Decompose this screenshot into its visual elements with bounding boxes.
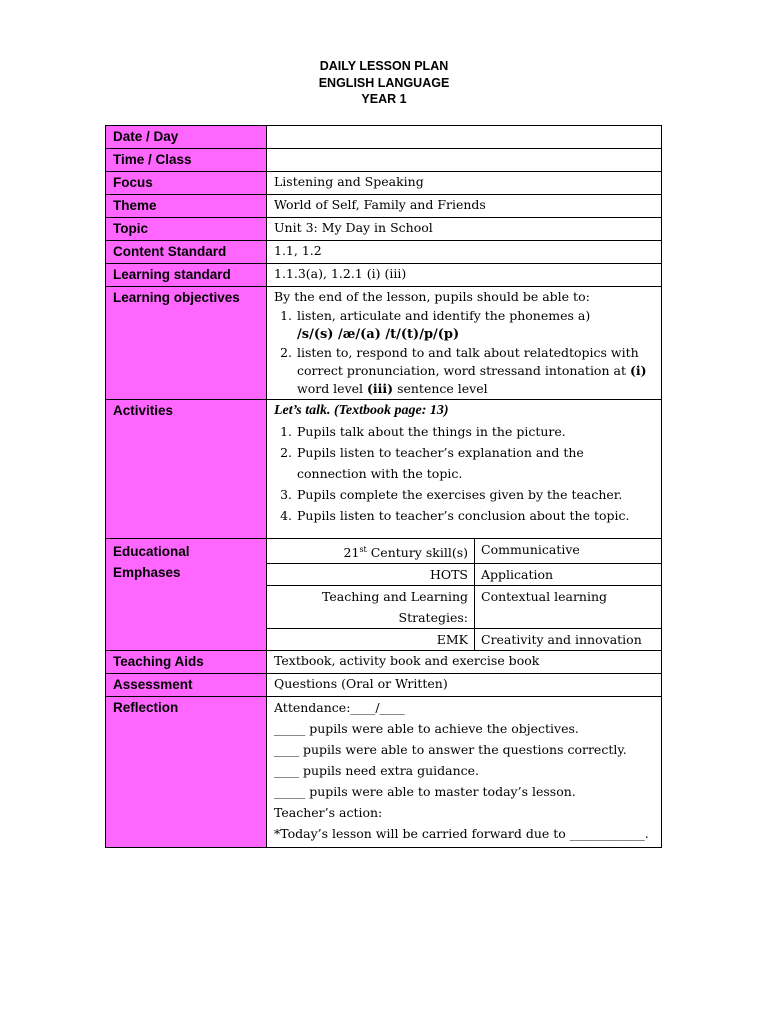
value-date-day (267, 126, 662, 149)
century-number: 21 (343, 545, 360, 561)
emphases-label-line-1: Educational (113, 544, 190, 559)
row-activities (106, 400, 662, 539)
objective-2-marker-i: (i) (629, 363, 647, 378)
hots-label: HOTS (267, 564, 475, 586)
teaching-learning-label: Teaching and Learning Strategies: (267, 586, 475, 629)
hots-value: Application (475, 564, 662, 586)
value-time-class (267, 149, 662, 172)
objectives-intro: By the end of the lesson, pupils should be able to: (274, 289, 590, 304)
row-time-class (106, 149, 662, 172)
label-focus: Focus (106, 172, 267, 195)
row-reflection (106, 697, 662, 848)
emphases-row-hots (267, 564, 661, 586)
century-ordinal: st (359, 545, 367, 554)
objective-1-phonemes: /s/(s) /æ/(a) /t/(t)/p/(p) (297, 327, 460, 342)
objective-item (296, 307, 655, 344)
reflection-line: Attendance:____/____ (274, 700, 405, 716)
label-activities: Activities (106, 400, 267, 539)
title-line-1: DAILY LESSON PLAN (319, 59, 449, 73)
label-time-class: Time / Class (106, 149, 267, 172)
row-assessment (106, 674, 662, 697)
objective-2-marker-iii: (iii) (367, 381, 394, 396)
label-topic: Topic (106, 218, 267, 241)
reflection-line: *Today’s lesson will be carried forward due to ____________. (274, 826, 649, 842)
label-learning-standard: Learning standard (106, 264, 267, 287)
reflection-line: ____ pupils need extra guidance. (274, 763, 480, 779)
activities-heading: Let’s talk. (Textbook page: 13) (274, 403, 449, 418)
row-teaching-aids (106, 651, 662, 674)
emphases-label-line-2: Emphases (113, 565, 181, 580)
title-line-2: ENGLISH LANGUAGE (318, 75, 450, 90)
value-topic: Unit 3: My Day in School (267, 218, 662, 241)
row-content-standard (106, 241, 662, 264)
reflection-line: ____ pupils were able to answer the questions correctly. (274, 742, 627, 758)
value-learning-objectives (267, 287, 662, 400)
label-theme: Theme (106, 195, 267, 218)
row-learning-standard (106, 264, 662, 287)
activities-list (274, 421, 655, 526)
label-learning-objectives: Learning objectives (106, 287, 267, 400)
objective-2-sentence-level: sentence level (393, 381, 488, 396)
objective-2-text: listen to, respond to and talk about relatedtopics with correct pronunciation, word stressand intonation at (297, 345, 639, 378)
value-focus: Listening and Speaking (267, 172, 662, 195)
century-skill-value: Communicative (475, 539, 662, 564)
row-theme (106, 195, 662, 218)
activity-item: 4. Pupils listen to teacher’s conclusion about the topic. (296, 505, 655, 526)
lesson-plan-table (105, 125, 662, 848)
objective-1-text: listen, articulate and identify the phonemes a) (297, 308, 591, 323)
activity-item: 3. Pupils complete the exercises given by the teacher. (296, 484, 655, 505)
century-suffix: Century skill(s) (366, 545, 468, 561)
reflection-line: _____ pupils were able to achieve the objectives. (274, 721, 579, 737)
row-topic (106, 218, 662, 241)
label-content-standard: Content Standard (106, 241, 267, 264)
value-teaching-aids: Textbook, activity book and exercise book (267, 651, 662, 674)
value-assessment: Questions (Oral or Written) (267, 674, 662, 697)
emphases-row-teaching-learning (267, 586, 661, 629)
label-educational-emphases (106, 539, 267, 651)
emphases-row-emk (267, 629, 661, 651)
row-focus (106, 172, 662, 195)
objectives-list (274, 307, 655, 398)
value-content-standard: 1.1, 1.2 (267, 241, 662, 264)
label-teaching-aids: Teaching Aids (106, 651, 267, 674)
row-date-day (106, 126, 662, 149)
century-skill-label (267, 539, 475, 564)
value-theme: World of Self, Family and Friends (267, 195, 662, 218)
label-assessment: Assessment (106, 674, 267, 697)
value-educational-emphases (267, 539, 662, 651)
emphases-table (267, 539, 661, 650)
label-reflection: Reflection (106, 697, 267, 848)
value-reflection (267, 697, 662, 848)
teaching-learning-value: Contextual learning (475, 586, 662, 629)
reflection-line: _____ pupils were able to master today’s lesson. (274, 784, 576, 800)
objective-2-word-level: word level (297, 381, 368, 396)
activity-item: 1. Pupils talk about the things in the picture. (296, 421, 655, 442)
value-learning-standard: 1.1.3(a), 1.2.1 (i) (iii) (267, 264, 662, 287)
row-educational-emphases (106, 539, 662, 651)
document-title (0, 58, 768, 108)
activity-item: 2. Pupils listen to teacher’s explanation and the connection with the topic. (296, 442, 655, 484)
objective-item (296, 344, 655, 398)
title-line-3: YEAR 1 (361, 92, 407, 106)
label-date-day: Date / Day (106, 126, 267, 149)
emphases-row-century (267, 539, 661, 564)
emk-label: EMK (267, 629, 475, 651)
reflection-line: Teacher’s action: (274, 805, 383, 821)
row-learning-objectives (106, 287, 662, 400)
value-activities (267, 400, 662, 539)
emk-value: Creativity and innovation (475, 629, 662, 651)
